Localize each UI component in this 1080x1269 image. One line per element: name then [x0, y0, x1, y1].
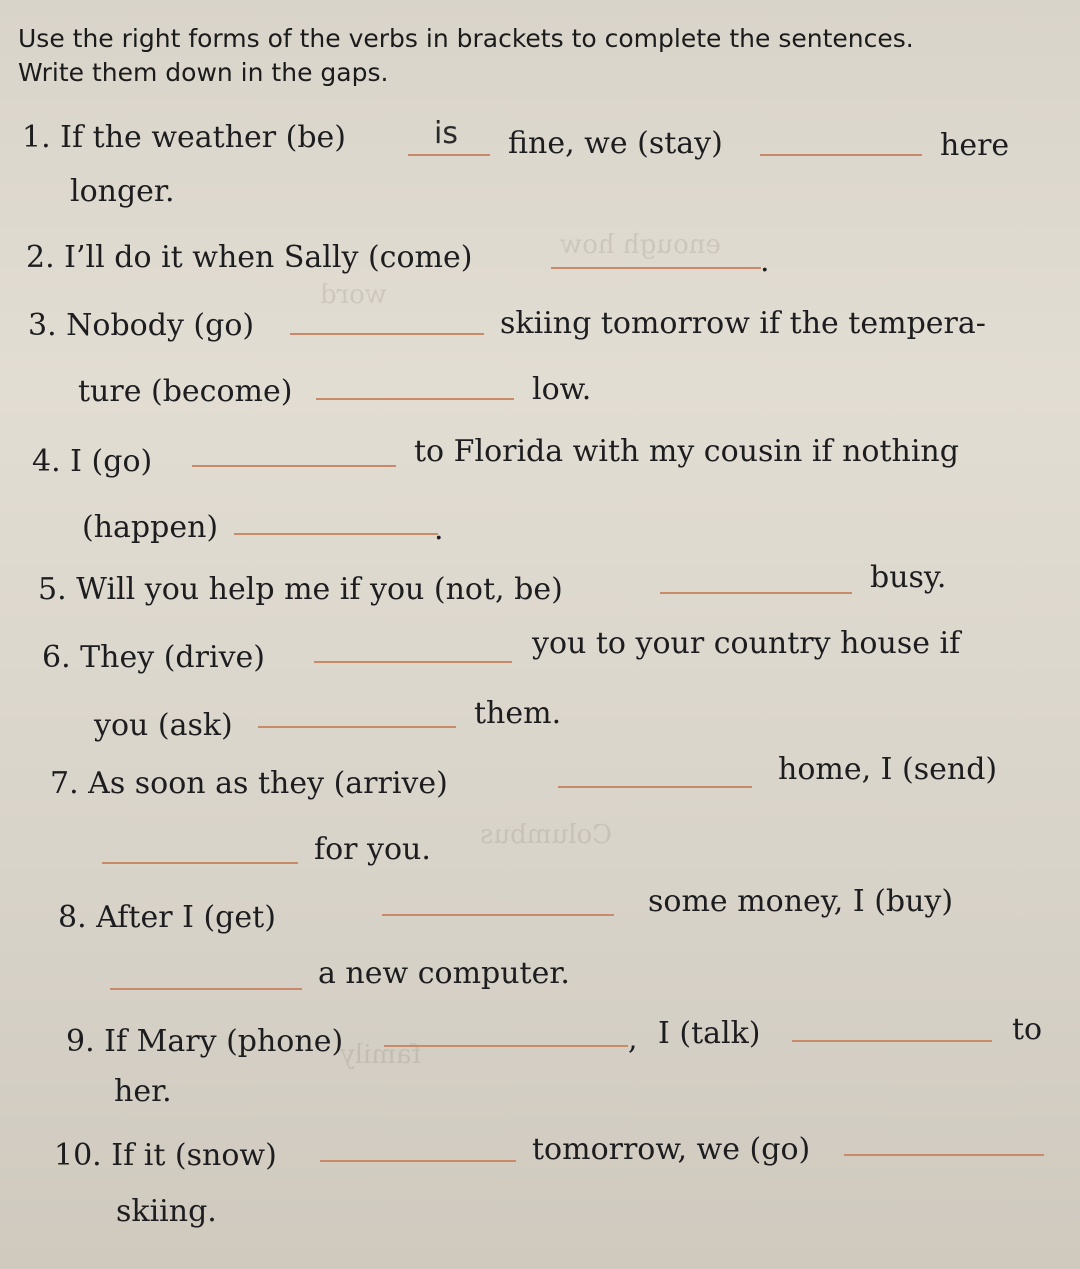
sentence-7-part-a: 7. As soon as they (arrive): [50, 766, 448, 801]
sentence-7-gap-2[interactable]: [102, 862, 298, 864]
sentence-1-part-d: longer.: [70, 174, 175, 209]
bleed-through-text: family: [340, 1040, 422, 1070]
sentence-10-part-a: 10. If it (snow): [54, 1138, 277, 1173]
sentence-3-part-a: 3. Nobody (go): [28, 308, 255, 343]
sentence-4-gap-2[interactable]: [234, 533, 438, 535]
bleed-through-text: word: [320, 280, 387, 310]
sentence-1-gap-1[interactable]: [408, 154, 490, 156]
sentence-9-part-c: I (talk): [658, 1016, 761, 1051]
sentence-6-part-a: 6. They (drive): [42, 640, 265, 675]
sentence-5-part-a: 5. Will you help me if you (not, be): [38, 572, 563, 607]
bleed-through-text: enough how: [560, 230, 721, 260]
sentence-6-gap-2[interactable]: [258, 726, 456, 728]
sentence-9-part-d: to: [1012, 1012, 1043, 1047]
sentence-3-part-d: low.: [532, 372, 592, 407]
instructions-line-2: Write them down in the gaps.: [18, 58, 389, 87]
sentence-8-part-c: a new computer.: [318, 956, 570, 991]
sentence-8-gap-1[interactable]: [382, 914, 614, 916]
sentence-6-part-b: you to your country house if: [532, 626, 961, 661]
sentence-9-part-b: ,: [628, 1022, 638, 1057]
sentence-8-part-b: some money, I (buy): [648, 884, 954, 919]
sentence-9-gap-1[interactable]: [384, 1045, 628, 1047]
instructions: [18, 22, 1058, 90]
sentence-4-part-a: 4. I (go): [32, 444, 153, 479]
sentence-4-gap-1[interactable]: [192, 465, 396, 467]
sentence-1-answer: is: [434, 116, 458, 151]
sentence-1-part-b: fine, we (stay): [508, 126, 723, 161]
sentence-6-gap-1[interactable]: [314, 661, 512, 663]
sentence-4-part-b: to Florida with my cousin if nothing: [414, 434, 959, 469]
sentence-7-part-c: for you.: [314, 832, 431, 867]
sentence-10-gap-1[interactable]: [320, 1160, 516, 1162]
sentence-5-part-b: busy.: [870, 560, 947, 595]
sentence-9-part-a: 9. If Mary (phone): [66, 1024, 344, 1059]
bleed-through-text: Columbus: [480, 820, 612, 850]
sentence-3-gap-2[interactable]: [316, 398, 514, 400]
sentence-1-part-a: 1. If the weather (be): [22, 120, 347, 155]
sentence-4-part-d: .: [434, 512, 444, 547]
sentence-8-gap-2[interactable]: [110, 988, 302, 990]
sentence-6-part-c: you (ask): [94, 708, 233, 743]
sentence-10-part-c: skiing.: [116, 1194, 217, 1229]
sentence-2-gap-1[interactable]: [551, 267, 761, 269]
sentence-9-gap-2[interactable]: [792, 1040, 992, 1042]
sentence-4-part-c: (happen): [82, 510, 219, 545]
sentence-8-part-a: 8. After I (get): [58, 900, 276, 935]
sentence-7-gap-1[interactable]: [558, 786, 752, 788]
sentence-10-gap-2[interactable]: [844, 1154, 1044, 1156]
sentence-3-gap-1[interactable]: [290, 333, 484, 335]
sentence-2-part-a: 2. I’ll do it when Sally (come): [26, 240, 473, 275]
instructions-line-1: Use the right forms of the verbs in brackets to complete the sentences.: [18, 24, 914, 53]
sentence-2-part-b: .: [760, 244, 770, 279]
sentence-1-gap-2[interactable]: [760, 154, 922, 156]
sentence-3-part-b: skiing tomorrow if the tempera-: [500, 306, 986, 341]
sentence-6-part-d: them.: [474, 696, 562, 731]
sentence-7-part-b: home, I (send): [778, 752, 998, 787]
sentence-3-part-c: ture (become): [78, 374, 293, 409]
sentence-9-part-e: her.: [114, 1074, 172, 1109]
sentence-1-part-c: here: [940, 128, 1010, 163]
sentence-10-part-b: tomorrow, we (go): [532, 1132, 811, 1167]
sentence-5-gap-1[interactable]: [660, 592, 852, 594]
